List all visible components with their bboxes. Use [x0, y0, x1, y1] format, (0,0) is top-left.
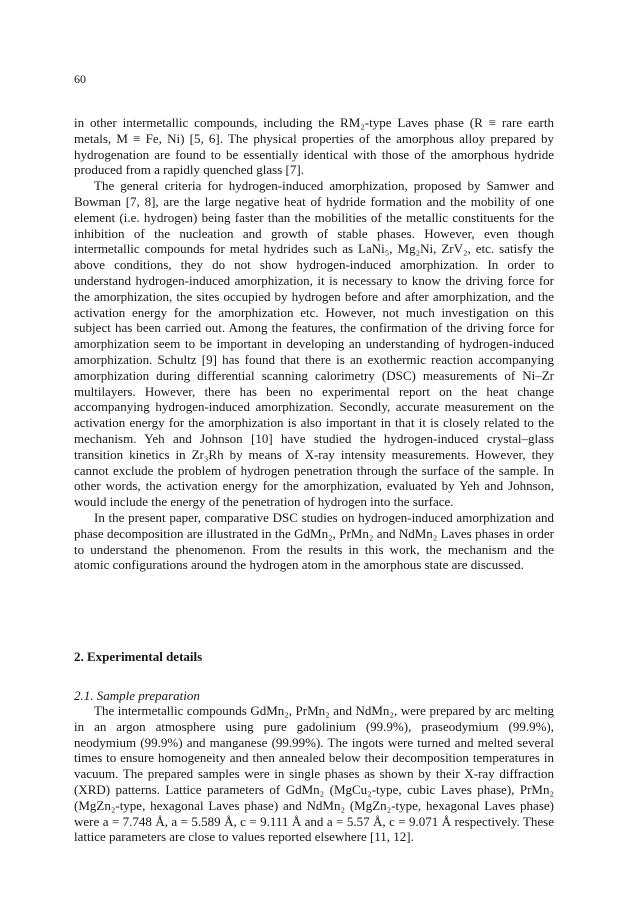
page-number: 60: [74, 72, 86, 86]
paragraph-sample-preparation: The intermetallic compounds GdMn₂, PrMn₂ and NdMn₂, were prepared by arc melting in an argon atmosphere using pure gadolinium (99.9%), praseodymium (99.9%), neodymium (99.9%) and manganese (99.99%). The ingots were turned and melted several times to ensure homogeneity and then annealed below their decomposition temperatures in vacuum. The prepared samples were in single phases as shown by their X-ray diffraction (XRD) patterns. Lattice parameters of GdMn₂ (MgCu₂-type, cubic Laves phase), PrMn₂ (MgZn₂-type, hexagonal Laves phase) and NdMn₂ (MgZn₂-type, hexagonal Laves phase) were a = 7.748 Å, a = 5.589 Å, c = 9.111 Å and a = 5.57 Å, c = 9.071 Å respectively. These lattice parameters are close to values reported elsewhere [11, 12].: [74, 703, 554, 845]
introduction-text: [74, 115, 554, 573]
paragraph-amorphization-criteria: The general criteria for hydrogen-induced amorphization, proposed by Samwer and Bowman [7, 8], are the large negative heat of hydride formation and the mobility of one element (i.e. hydrogen) being faster than the mobilities of the metallic constituents for the inhibition of the nucleation and growth of stable phases. However, even though intermetallic compounds for metal hydrides such as LaNi₅, Mg₂Ni, ZrV₂, etc. satisfy the above conditions, they do not show hydrogen-induced amorphization. In order to understand hydrogen-induced amorphization, it is necessary to know the driving force for the amorphization, the sites occupied by hydrogen before and after amorphization, and the activation energy for the amorphization etc. However, not much investigation on this subject has been carried out. Among the features, the confirmation of the driving force for amorphization seem to be important in developing an understanding of hydrogen-induced amorphization. Schultz [9] has found that there is an exothermic reaction accompanying amorphization during differential scanning calorimetry (DSC) measurements of Ni–Zr multilayers. However, there has been no experimental report on the heat change accompanying hydrogen-induced amorphization. Secondly, accurate measurement on the activation energy for the amorphization is also important in that it is closely related to the mechanism. Yeh and Johnson [10] have studied the hydrogen-induced crystal–glass transition kinetics in Zr₃Rh by means of X-ray intensity measurements. However, they cannot exclude the problem of hydrogen penetration through the surface of the sample. In other words, the activation energy for the amorphization, evaluated by Yeh and Johnson, would include the energy of the penetration of hydrogen into the surface.: [74, 178, 554, 510]
section-heading: 2. Experimental details: [74, 649, 203, 664]
subsection-heading: 2.1. Sample preparation: [74, 688, 200, 703]
paragraph-present-paper: In the present paper, comparative DSC studies on hydrogen-induced amorphization and phase decomposition are illustrated in the GdMn₂, PrMn₂ and NdMn₂ Laves phases in order to understand the phenomenon. From the results in this work, the mechanism and the atomic configurations around the hydrogen atom in the amorphous state are discussed.: [74, 509, 554, 573]
paragraph-continuation: in other intermetallic compounds, including the RM₂-type Laves phase (R ≡ rare earth metals, M ≡ Fe, Ni) [5, 6]. The physical properties of the amorphous alloy prepared by hydrogenation are found to be essentially identical with those of the amorphous hydride produced from a rapidly quenched glass [7].: [74, 115, 554, 178]
